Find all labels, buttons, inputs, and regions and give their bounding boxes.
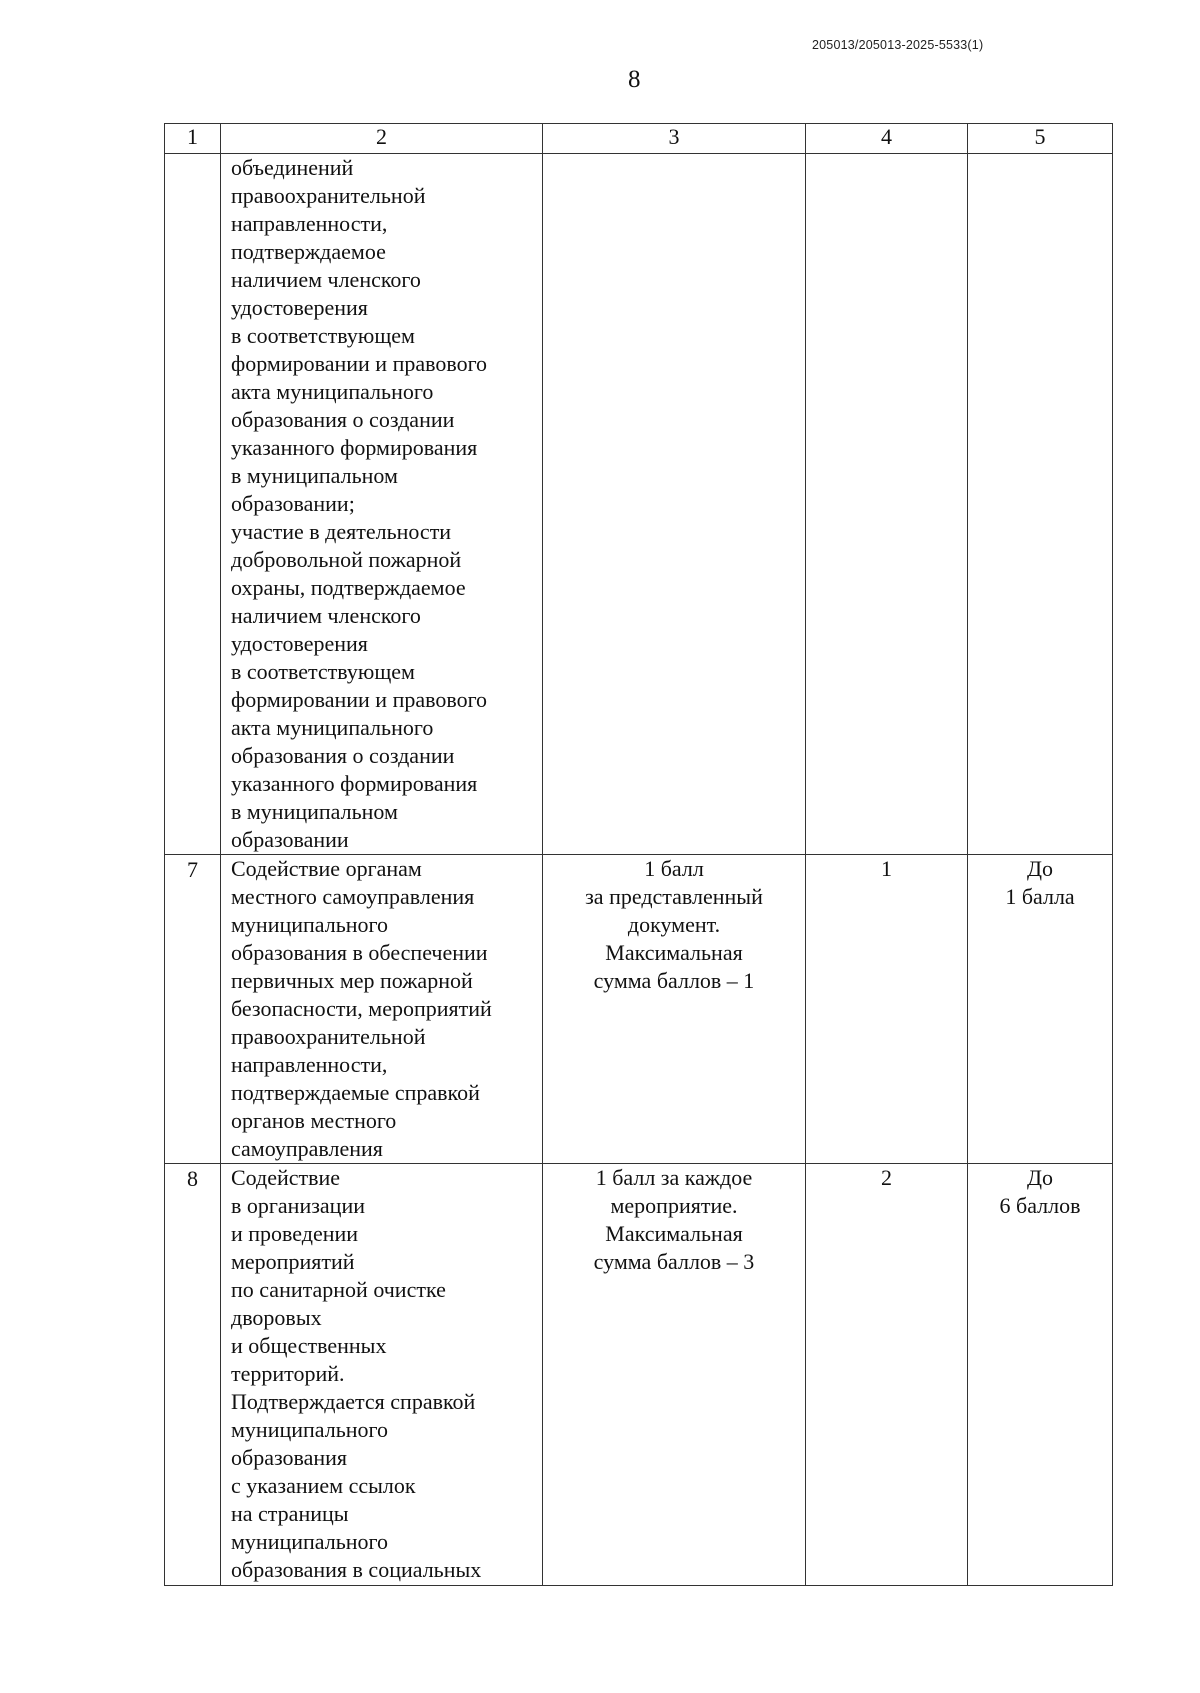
cell-text-line: добровольной пожарной — [231, 547, 462, 572]
cell-text-line: сумма баллов – 1 — [593, 968, 755, 993]
header-cell-4: 4 — [806, 124, 968, 154]
max-score-cell — [968, 855, 1113, 1164]
scoring-rule-cell — [543, 855, 806, 1164]
cell-text-line: местного самоуправления — [231, 884, 475, 909]
cell-text-line: формировании и правового — [231, 351, 488, 376]
cell-text-line: по санитарной очистке — [231, 1277, 446, 1302]
cell-text-line: образования в обеспечении — [231, 940, 488, 965]
cell-text-line: образования о создании — [231, 407, 455, 432]
cell-text-line: Максимальная — [605, 1221, 743, 1246]
cell-text-line: охраны, подтверждаемое — [231, 575, 466, 600]
header-cell-1: 1 — [165, 124, 221, 154]
cell-text-line: удостоверения — [231, 295, 368, 320]
cell-text-line: мероприятий — [231, 1249, 355, 1274]
cell-text-line: акта муниципального — [231, 379, 434, 404]
cell-text-line: в соответствующем — [231, 659, 415, 684]
cell-text-line: 1 балла — [1005, 884, 1075, 909]
cell-text-line: образования в социальных — [231, 1557, 482, 1582]
cell-text-line: первичных мер пожарной — [231, 968, 473, 993]
table-row-continuation — [165, 154, 1113, 855]
cell-text-line: участие в деятельности — [231, 519, 452, 544]
scoring-rule-cell — [543, 1164, 806, 1586]
cell-text-line: органов местного — [231, 1108, 397, 1133]
cell-text-line: документ. — [627, 912, 721, 937]
cell-text-line: наличием членского — [231, 603, 421, 628]
cell-text-line: 6 баллов — [999, 1193, 1081, 1218]
criterion-description-cell — [221, 154, 543, 855]
cell-text-line: 1 балл — [644, 856, 704, 881]
cell-text-line: Максимальная — [605, 940, 743, 965]
cell-text-line: муниципального — [231, 1529, 389, 1554]
row-number-cell: 7 — [165, 855, 221, 1164]
cell-text-line: До — [1026, 1165, 1053, 1190]
cell-text-line: образовании; — [231, 491, 355, 516]
header-cell-5: 5 — [968, 124, 1113, 154]
cell-text-line: дворовых — [231, 1305, 322, 1330]
cell-text-line: указанного формирования — [231, 771, 478, 796]
table-row-8 — [165, 1164, 1113, 1586]
cell-text-line: правоохранительной — [231, 183, 426, 208]
document-id: 205013/205013-2025-5533(1) — [812, 38, 984, 52]
cell-text-line: в муниципальном — [231, 463, 398, 488]
header-cell-2: 2 — [221, 124, 543, 154]
cell-text-line: До — [1026, 856, 1053, 881]
max-score-cell — [968, 1164, 1113, 1586]
criteria-table — [164, 123, 1113, 1586]
page-number: 8 — [628, 66, 641, 93]
cell-text-line: формировании и правового — [231, 687, 488, 712]
cell-text-line: в муниципальном — [231, 799, 398, 824]
cell-text-line: образования о создании — [231, 743, 455, 768]
cell-text-line: образования — [231, 1445, 348, 1470]
cell-text-line: Содействие — [231, 1165, 341, 1190]
weight-cell: 1 — [806, 855, 968, 1164]
cell-text-line: подтверждаемое — [231, 239, 386, 264]
cell-text-line: Подтверждается справкой — [231, 1389, 476, 1414]
cell-text-line: направленности, — [231, 211, 388, 236]
cell-text-line: указанного формирования — [231, 435, 478, 460]
cell-text-line: муниципального — [231, 1417, 389, 1442]
cell-text-line: 1 балл за каждое — [595, 1165, 753, 1190]
cell-text-line: в соответствующем — [231, 323, 415, 348]
header-row — [165, 124, 1113, 154]
cell-text-line: и общественных — [231, 1333, 387, 1358]
cell-text-line: самоуправления — [231, 1136, 383, 1161]
cell-text-line: мероприятие. — [610, 1193, 738, 1218]
cell-text-line: направленности, — [231, 1052, 388, 1077]
row-number-cell — [165, 154, 221, 855]
cell-text-line: муниципального — [231, 912, 389, 937]
cell-text-line: и проведении — [231, 1221, 359, 1246]
header-cell-3: 3 — [543, 124, 806, 154]
cell-text-line: наличием членского — [231, 267, 421, 292]
cell-text-line: удостоверения — [231, 631, 368, 656]
table-row-7 — [165, 855, 1113, 1164]
scoring-rule-cell — [543, 154, 806, 855]
criterion-description-cell — [221, 1164, 543, 1586]
weight-cell: 2 — [806, 1164, 968, 1586]
cell-text-line: объединений — [231, 155, 354, 180]
cell-text-line: безопасности, мероприятий — [231, 996, 492, 1021]
cell-text-line: территорий. — [231, 1361, 345, 1386]
max-score-cell — [968, 154, 1113, 855]
criterion-description-cell — [221, 855, 543, 1164]
cell-text-line: акта муниципального — [231, 715, 434, 740]
row-number-cell: 8 — [165, 1164, 221, 1586]
cell-text-line: Содействие органам — [231, 856, 422, 881]
cell-text-line: образовании — [231, 827, 349, 852]
cell-text-line: с указанием ссылок — [231, 1473, 416, 1498]
cell-text-line: на страницы — [231, 1501, 349, 1526]
cell-text-line: за представленный — [585, 884, 763, 909]
cell-text-line: сумма баллов – 3 — [593, 1249, 755, 1274]
cell-text-line: подтверждаемые справкой — [231, 1080, 480, 1105]
cell-text-line: в организации — [231, 1193, 365, 1218]
cell-text-line: правоохранительной — [231, 1024, 426, 1049]
weight-cell — [806, 154, 968, 855]
